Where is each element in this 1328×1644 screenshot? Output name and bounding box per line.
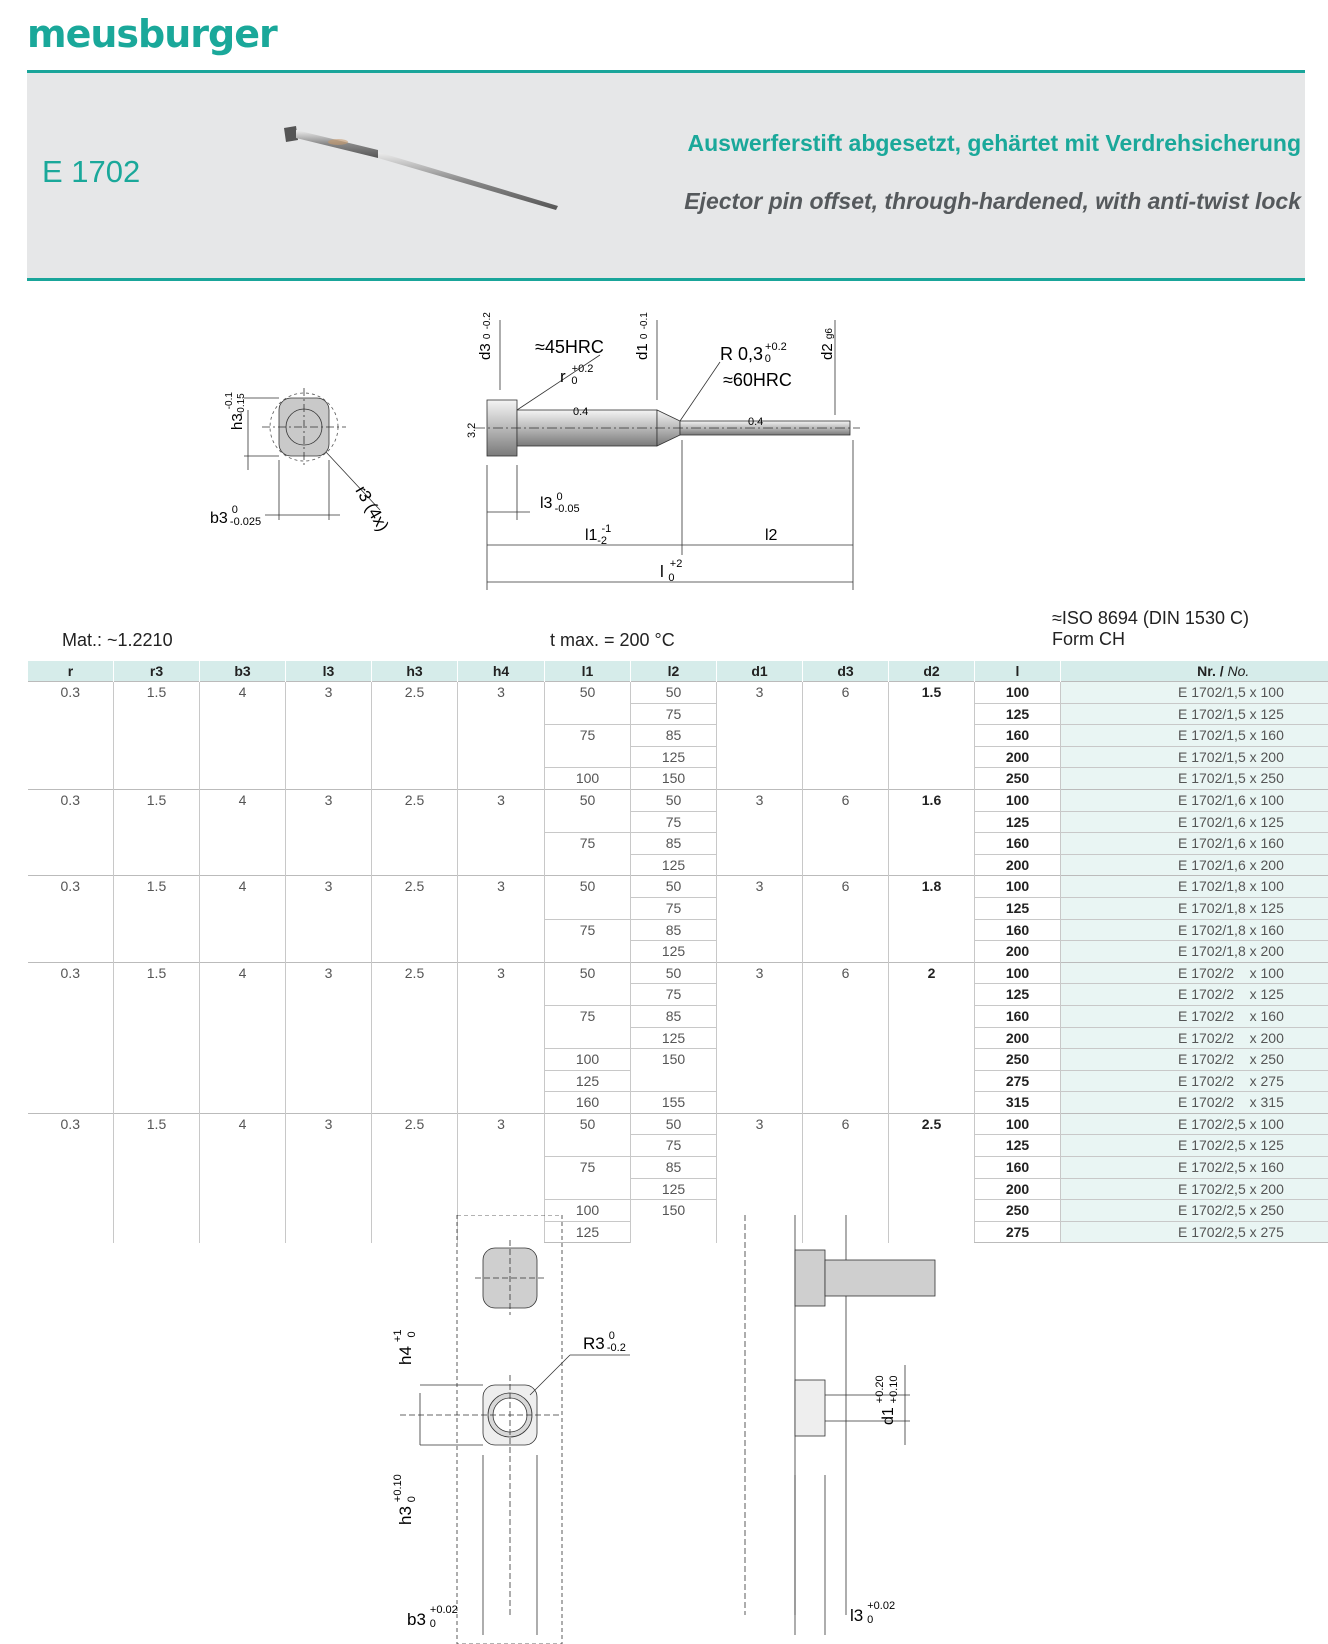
cell-order-number: E 1702/1,5 x 160 — [1061, 725, 1328, 747]
cell-l: 125 — [975, 897, 1061, 919]
cell-h4: 3 — [458, 1113, 545, 1243]
col-header-h4: h4 — [458, 661, 545, 682]
table-row — [28, 1113, 1328, 1135]
roughness-1: 0.4 — [573, 406, 589, 418]
cell-l: 160 — [975, 833, 1061, 855]
cell-l2: 85 — [631, 833, 717, 855]
dim-l1: l1 $^{-1}$ -2 — [585, 523, 612, 547]
cell-l: 200 — [975, 746, 1061, 768]
install-dim-h4: $h4^{+1}$ 0 — [392, 1329, 418, 1365]
cell-l: 250 — [975, 1049, 1061, 1071]
cell-l3: 3 — [286, 789, 372, 875]
cell-l1: 100 — [545, 1049, 631, 1071]
cell-h4: 3 — [458, 962, 545, 1113]
col-header-b3: b3 — [200, 661, 286, 682]
cell-l3: 3 — [286, 962, 372, 1113]
table-row — [28, 789, 1328, 811]
col-header-l3: l3 — [286, 661, 372, 682]
col-header-l: l — [975, 661, 1061, 682]
cell-l2: 50 — [631, 962, 717, 984]
cell-order-number: E 1702/1,5 x 100 — [1061, 682, 1328, 704]
nr-header-de: Nr. / — [1197, 663, 1224, 679]
cell-l: 125 — [975, 811, 1061, 833]
cell-l2: 50 — [631, 789, 717, 811]
cell-l2: 125 — [631, 1027, 717, 1049]
dim-r3: r3 (4x) — [351, 482, 393, 535]
col-header-d2: d2 — [889, 661, 975, 682]
cell-h3: 2.5 — [372, 1113, 458, 1243]
cell-l1: 50 — [545, 682, 631, 725]
hardness-shaft: ≈60HRC — [723, 370, 792, 390]
cell-d2: 1.8 — [889, 876, 975, 962]
cell-l2: 125 — [631, 746, 717, 768]
cell-h3: 2.5 — [372, 682, 458, 790]
cell-l: 160 — [975, 1005, 1061, 1027]
install-dim-h3: $h3^{+0.10}$ 0 — [392, 1474, 418, 1525]
product-title-en: Ejector pin offset, through-hardened, with anti-twist lock — [684, 188, 1301, 214]
cell-h4: 3 — [458, 876, 545, 962]
dim-l3: l3 $^0$ -0.05 — [540, 491, 580, 515]
cell-l1: 100 — [545, 768, 631, 790]
technical-drawing — [0, 290, 1328, 590]
cell-b3: 4 — [200, 962, 286, 1113]
iso-form: Form CH — [1052, 629, 1125, 649]
cell-order-number: E 1702/2,5 x 100 — [1061, 1113, 1328, 1135]
cell-order-number: E 1702/1,6 x 200 — [1061, 854, 1328, 876]
cell-l: 200 — [975, 941, 1061, 963]
cell-l: 315 — [975, 1092, 1061, 1114]
product-title-de: Auswerferstift abgesetzt, gehärtet mit Verdrehsicherung — [687, 130, 1301, 156]
cell-l: 200 — [975, 854, 1061, 876]
cell-l2: 50 — [631, 876, 717, 898]
cell-l: 100 — [975, 682, 1061, 704]
cell-l1: 75 — [545, 1157, 631, 1200]
col-header-d1: d1 — [717, 661, 803, 682]
cell-order-number: E 1702/2,5 x 250 — [1061, 1200, 1328, 1222]
cell-l: 200 — [975, 1178, 1061, 1200]
cell-l1: 50 — [545, 962, 631, 1005]
table-header-row — [28, 661, 1328, 682]
cell-d1: 3 — [717, 682, 803, 790]
cell-d3: 6 — [803, 1113, 889, 1243]
cell-r3: 1.5 — [114, 962, 200, 1113]
cell-l2: 150 — [631, 1200, 717, 1243]
cell-order-number: E 1702/1,6 x 125 — [1061, 811, 1328, 833]
cell-l1: 125 — [545, 1070, 631, 1092]
col-header-l1: l1 — [545, 661, 631, 682]
hardness-head: ≈45HRC — [535, 337, 604, 357]
installation-drawing — [0, 1215, 1328, 1644]
col-header-h3: h3 — [372, 661, 458, 682]
cell-r3: 1.5 — [114, 682, 200, 790]
cell-d1: 3 — [717, 1113, 803, 1243]
cell-l2: 75 — [631, 1135, 717, 1157]
cell-l1: 50 — [545, 876, 631, 919]
product-header — [27, 70, 1305, 281]
cell-d2: 1.5 — [889, 682, 975, 790]
cell-d3: 6 — [803, 962, 889, 1113]
col-header-r: r — [28, 661, 114, 682]
install-dim-b3: b3 $^{+0.02}$ 0 — [407, 1604, 458, 1630]
col-header-r3: r3 — [114, 661, 200, 682]
product-code: E 1702 — [42, 154, 141, 189]
cell-order-number: E 1702/2 x 315 — [1061, 1092, 1328, 1114]
dimension-table — [27, 661, 1328, 1243]
cell-h4: 3 — [458, 682, 545, 790]
cell-l1: 75 — [545, 1005, 631, 1048]
cell-r: 0.3 — [28, 876, 114, 962]
cell-r: 0.3 — [28, 962, 114, 1113]
cell-h4: 3 — [458, 789, 545, 875]
cell-l3: 3 — [286, 876, 372, 962]
cell-l: 200 — [975, 1027, 1061, 1049]
cell-l2: 85 — [631, 725, 717, 747]
dim-d3: d3 0 -0.2 — [477, 312, 494, 360]
ejector-pin-photo — [280, 122, 580, 222]
max-temperature: t max. = 200 °C — [550, 630, 675, 650]
cell-l2: 85 — [631, 1005, 717, 1027]
cell-r: 0.3 — [28, 789, 114, 875]
cell-l: 275 — [975, 1070, 1061, 1092]
cell-order-number: E 1702/2,5 x 275 — [1061, 1221, 1328, 1243]
cell-l2: 155 — [631, 1092, 717, 1114]
cell-l1: 50 — [545, 1113, 631, 1156]
material: Mat.: ~1.2210 — [62, 630, 173, 650]
col-header-d3: d3 — [803, 661, 889, 682]
cell-d2: 2.5 — [889, 1113, 975, 1243]
cell-order-number: E 1702/1,6 x 100 — [1061, 789, 1328, 811]
cell-l2: 85 — [631, 1157, 717, 1179]
cell-order-number: E 1702/1,5 x 125 — [1061, 703, 1328, 725]
cell-l2: 50 — [631, 1113, 717, 1135]
cell-l2: 125 — [631, 1178, 717, 1200]
cell-d2: 1.6 — [889, 789, 975, 875]
cell-order-number: E 1702/2 x 125 — [1061, 984, 1328, 1006]
cell-l: 100 — [975, 789, 1061, 811]
cell-b3: 4 — [200, 1113, 286, 1243]
cell-l: 125 — [975, 703, 1061, 725]
cell-l: 100 — [975, 1113, 1061, 1135]
cell-order-number: E 1702/1,5 x 250 — [1061, 768, 1328, 790]
cell-r: 0.3 — [28, 682, 114, 790]
cell-l: 100 — [975, 962, 1061, 984]
cell-r3: 1.5 — [114, 876, 200, 962]
cell-l2: 75 — [631, 984, 717, 1006]
cell-l: 160 — [975, 1157, 1061, 1179]
cell-h3: 2.5 — [372, 876, 458, 962]
cell-b3: 4 — [200, 682, 286, 790]
dim-b3: b3 $^0$ -0.025 — [210, 504, 262, 528]
table-row — [28, 682, 1328, 704]
cell-order-number: E 1702/2,5 x 200 — [1061, 1178, 1328, 1200]
cell-l2: 85 — [631, 919, 717, 941]
cell-d3: 6 — [803, 789, 889, 875]
col-header-nr — [1061, 661, 1328, 682]
cell-order-number: E 1702/2,5 x 160 — [1061, 1157, 1328, 1179]
cell-d1: 3 — [717, 789, 803, 875]
cell-b3: 4 — [200, 876, 286, 962]
dim-l2: l2 — [765, 527, 778, 544]
cell-h3: 2.5 — [372, 789, 458, 875]
cell-order-number: E 1702/2 x 250 — [1061, 1049, 1328, 1071]
table-row — [28, 876, 1328, 898]
cell-l: 125 — [975, 984, 1061, 1006]
cell-order-number: E 1702/2 x 100 — [1061, 962, 1328, 984]
iso-norm: ≈ISO 8694 (DIN 1530 C) — [1052, 608, 1249, 628]
cell-order-number: E 1702/1,8 x 125 — [1061, 897, 1328, 919]
cell-order-number: E 1702/2 x 160 — [1061, 1005, 1328, 1027]
col-header-l2: l2 — [631, 661, 717, 682]
cell-order-number: E 1702/1,5 x 200 — [1061, 746, 1328, 768]
cell-h3: 2.5 — [372, 962, 458, 1113]
cell-l2: 150 — [631, 1049, 717, 1092]
dim-h3: $h3^{-0.1}-0.15$ — [224, 392, 247, 430]
cell-l2: 75 — [631, 811, 717, 833]
cell-r: 0.3 — [28, 1113, 114, 1243]
cell-l1: 125 — [545, 1221, 631, 1243]
cell-l2: 125 — [631, 941, 717, 963]
install-dim-l3: l3 $^{+0.02}$ 0 — [850, 1600, 896, 1626]
cell-l: 160 — [975, 919, 1061, 941]
cell-d2: 2 — [889, 962, 975, 1113]
cell-l: 160 — [975, 725, 1061, 747]
dim-d1: d1 0 -0.1 — [634, 312, 651, 360]
cell-l2: 150 — [631, 768, 717, 790]
dim-l: l $^{+2}$ 0 — [660, 558, 683, 584]
cell-l: 100 — [975, 876, 1061, 898]
cell-order-number: E 1702/1,6 x 160 — [1061, 833, 1328, 855]
cell-order-number: E 1702/1,8 x 200 — [1061, 941, 1328, 963]
cell-l3: 3 — [286, 682, 372, 790]
iso-standard — [1052, 608, 1249, 650]
cell-l2: 75 — [631, 897, 717, 919]
cell-l1: 75 — [545, 725, 631, 768]
cell-d1: 3 — [717, 962, 803, 1113]
roughness-3: 3.2 — [466, 422, 478, 438]
cell-d3: 6 — [803, 876, 889, 962]
dim-d2: d2 g6 — [819, 328, 836, 360]
cell-l: 125 — [975, 1135, 1061, 1157]
cell-order-number: E 1702/1,8 x 100 — [1061, 876, 1328, 898]
dim-r: r $^{+0.2}$ 0 — [560, 363, 594, 387]
cell-r3: 1.5 — [114, 1113, 200, 1243]
cell-b3: 4 — [200, 789, 286, 875]
cell-d3: 6 — [803, 682, 889, 790]
cell-l: 250 — [975, 768, 1061, 790]
brand-logo: meusburger — [27, 12, 277, 56]
cell-l1: 50 — [545, 789, 631, 832]
cell-l1: 100 — [545, 1200, 631, 1222]
cell-l2: 50 — [631, 682, 717, 704]
table-body — [28, 682, 1328, 1243]
table-row — [28, 962, 1328, 984]
install-dim-R3: R3 $^0$ -0.2 — [583, 1330, 626, 1354]
cell-d1: 3 — [717, 876, 803, 962]
cell-l1: 75 — [545, 833, 631, 876]
cell-l3: 3 — [286, 1113, 372, 1243]
cell-l2: 75 — [631, 703, 717, 725]
cell-l2: 125 — [631, 854, 717, 876]
roughness-2: 0.4 — [748, 416, 764, 428]
cell-order-number: E 1702/2 x 200 — [1061, 1027, 1328, 1049]
cell-r3: 1.5 — [114, 789, 200, 875]
nr-header-en: No. — [1227, 663, 1250, 679]
cell-l1: 75 — [545, 919, 631, 962]
install-dim-d1: $d1^{+0.20} +0.10$ — [874, 1375, 900, 1425]
cell-order-number: E 1702/2,5 x 125 — [1061, 1135, 1328, 1157]
cell-l1: 160 — [545, 1092, 631, 1114]
cell-order-number: E 1702/2 x 275 — [1061, 1070, 1328, 1092]
cell-l: 275 — [975, 1221, 1061, 1243]
cell-order-number: E 1702/1,8 x 160 — [1061, 919, 1328, 941]
dim-R: R 0,3 $^{+0.2}$ 0 — [720, 341, 787, 365]
cell-l: 250 — [975, 1200, 1061, 1222]
